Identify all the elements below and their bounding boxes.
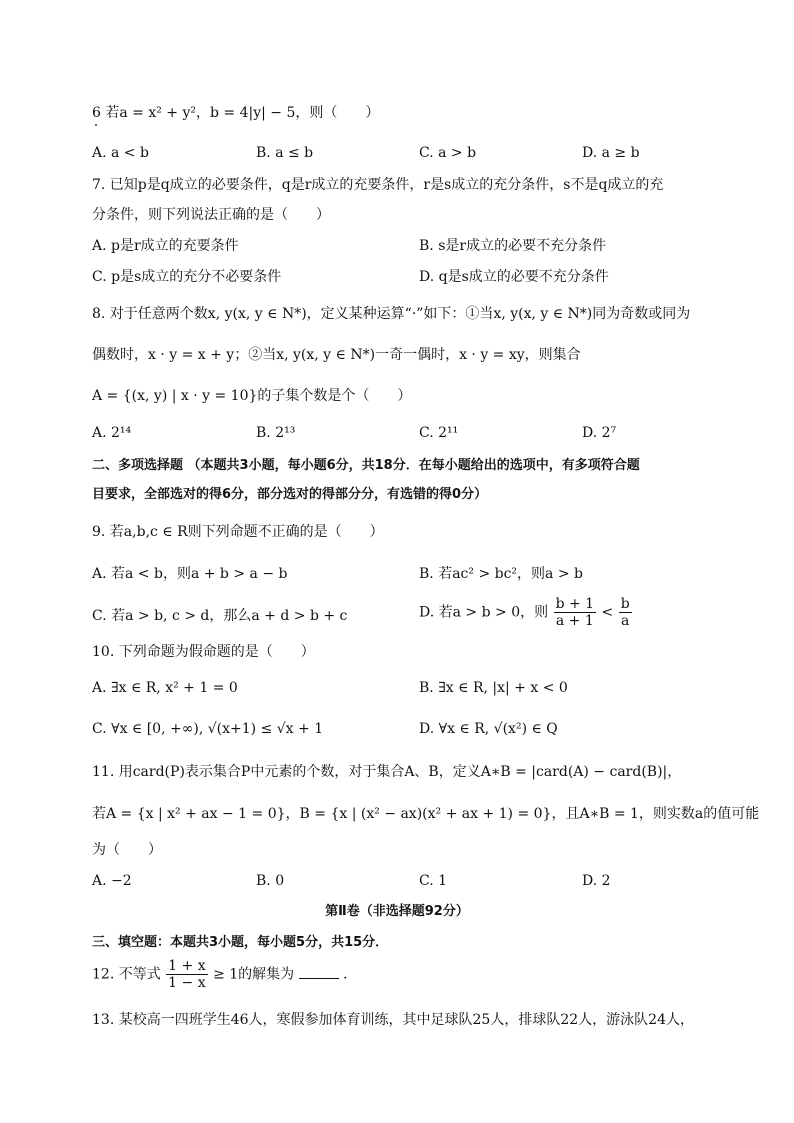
q9-option-d xyxy=(419,596,633,629)
q13-stem-line1: 13. 某校高一四班学生46人，寒假参加体育训练，其中足球队25人，排球队22人，游泳队24人， xyxy=(92,1012,694,1028)
q8-option-b: B. 2¹³ xyxy=(256,425,296,441)
q6-option-c: C. a > b xyxy=(419,145,477,161)
q8-stem-line2: 偶数时，x · y = x + y；②当x, y(x, y ∈ N*)一奇一偶时，x · y = xy，则集合 xyxy=(92,347,581,363)
stray-dot-mark xyxy=(95,124,97,126)
q11-option-d: D. 2 xyxy=(582,873,611,889)
q11-option-a: A. −2 xyxy=(92,873,132,889)
q7-option-a: A. p是r成立的充要条件 xyxy=(92,238,239,254)
q12-fraction xyxy=(166,958,207,991)
fraction-numerator: b + 1 xyxy=(555,596,595,612)
q6-option-a: A. a < b xyxy=(92,145,149,161)
q12-stem xyxy=(92,958,357,991)
q7-option-c: C. p是s成立的充分不必要条件 xyxy=(92,269,282,285)
q12-prefix: 12. 不等式 xyxy=(92,966,161,983)
section2-heading-line2: 目要求，全部选对的得6分，部分选对的得部分分，有选错的得0分） xyxy=(92,487,488,502)
q9-stem: 9. 若a,b,c ∈ R则下列命题不正确的是（ ） xyxy=(92,524,384,540)
q9-option-d-fraction-left xyxy=(554,596,597,629)
q6-stem: 6 若a = x² + y²，b = 4|y| − 5，则（ ） xyxy=(92,105,380,121)
q11-stem-line3: 为（ ） xyxy=(92,842,162,858)
q12-suffix: ≥ 1的解集为 xyxy=(213,966,295,983)
section2-heading-line1: 二、多项选择题 （本题共3小题，每小题6分，共18分．在每小题给出的选项中，有多项符合题 xyxy=(92,458,640,473)
q11-option-c: C. 1 xyxy=(419,873,448,889)
q11-stem-line2: 若A = {x | x² + ax − 1 = 0}，B = {x | (x² − ax)(x² + ax + 1) = 0}，且A∗B = 1，则实数a的值可能 xyxy=(92,806,760,822)
q10-option-c: C. ∀x ∈ [0, +∞), √(x+1) ≤ √x + 1 xyxy=(92,721,324,737)
q9-option-d-prefix: D. 若a > b > 0，则 xyxy=(419,604,549,621)
q8-option-d: D. 2⁷ xyxy=(582,425,617,441)
q9-option-c: C. 若a > b, c > d，那么a + d > b + c xyxy=(92,608,348,624)
q9-option-a: A. 若a < b，则a + b > a − b xyxy=(92,566,288,582)
q9-option-b: B. 若ac² > bc²，则a > b xyxy=(419,566,583,582)
less-than-sign: < xyxy=(601,604,614,621)
q8-stem-line1: 8. 对于任意两个数x, y(x, y ∈ N*)，定义某种运算“·”如下：①当x, y(x, y ∈ N*)同为奇数或同为 xyxy=(92,306,691,322)
q10-stem: 10. 下列命题为假命题的是（ ） xyxy=(92,644,315,660)
q8-option-a: A. 2¹⁴ xyxy=(92,425,132,441)
part2-title: 第Ⅱ卷（非选择题92分） xyxy=(325,904,469,919)
q7-stem-line2: 分条件，则下列说法正确的是（ ） xyxy=(92,207,330,223)
fraction-denominator: 1 − x xyxy=(168,975,206,991)
q8-stem-line3: A = {(x, y) | x · y = 10}的子集个数是个（ ） xyxy=(92,388,412,404)
q9-option-d-fraction-right xyxy=(619,596,632,629)
q8-option-c: C. 2¹¹ xyxy=(419,425,459,441)
fraction-denominator: a + 1 xyxy=(555,613,594,629)
q10-option-b: B. ∃x ∈ R, |x| + x < 0 xyxy=(419,680,568,696)
q11-stem-line1: 11. 用card(P)表示集合P中元素的个数，对于集合A、B，定义A∗B = |card(A) − card(B)|， xyxy=(92,764,682,780)
section3-heading: 三、填空题：本题共3小题，每小题5分，共15分． xyxy=(92,935,389,950)
q11-option-b: B. 0 xyxy=(256,873,285,889)
q10-option-a: A. ∃x ∈ R, x² + 1 = 0 xyxy=(92,680,238,696)
fraction-numerator: b xyxy=(620,596,630,612)
q10-option-d: D. ∀x ∈ R, √(x²) ∈ Q xyxy=(419,721,558,737)
q6-option-b: B. a ≤ b xyxy=(256,145,314,161)
fraction-denominator: a xyxy=(621,613,630,629)
q7-option-b: B. s是r成立的必要不充分条件 xyxy=(419,238,607,254)
q12-answer-blank[interactable] xyxy=(299,964,339,979)
q7-stem-line1: 7. 已知p是q成立的必要条件，q是r成立的充要条件，r是s成立的充分条件，s不是q成立的充 xyxy=(92,177,664,193)
q7-option-d: D. q是s成立的必要不充分条件 xyxy=(419,269,609,285)
q12-end-mark: ． xyxy=(343,966,358,983)
q6-option-d: D. a ≥ b xyxy=(582,145,640,161)
fraction-numerator: 1 + x xyxy=(168,958,206,974)
